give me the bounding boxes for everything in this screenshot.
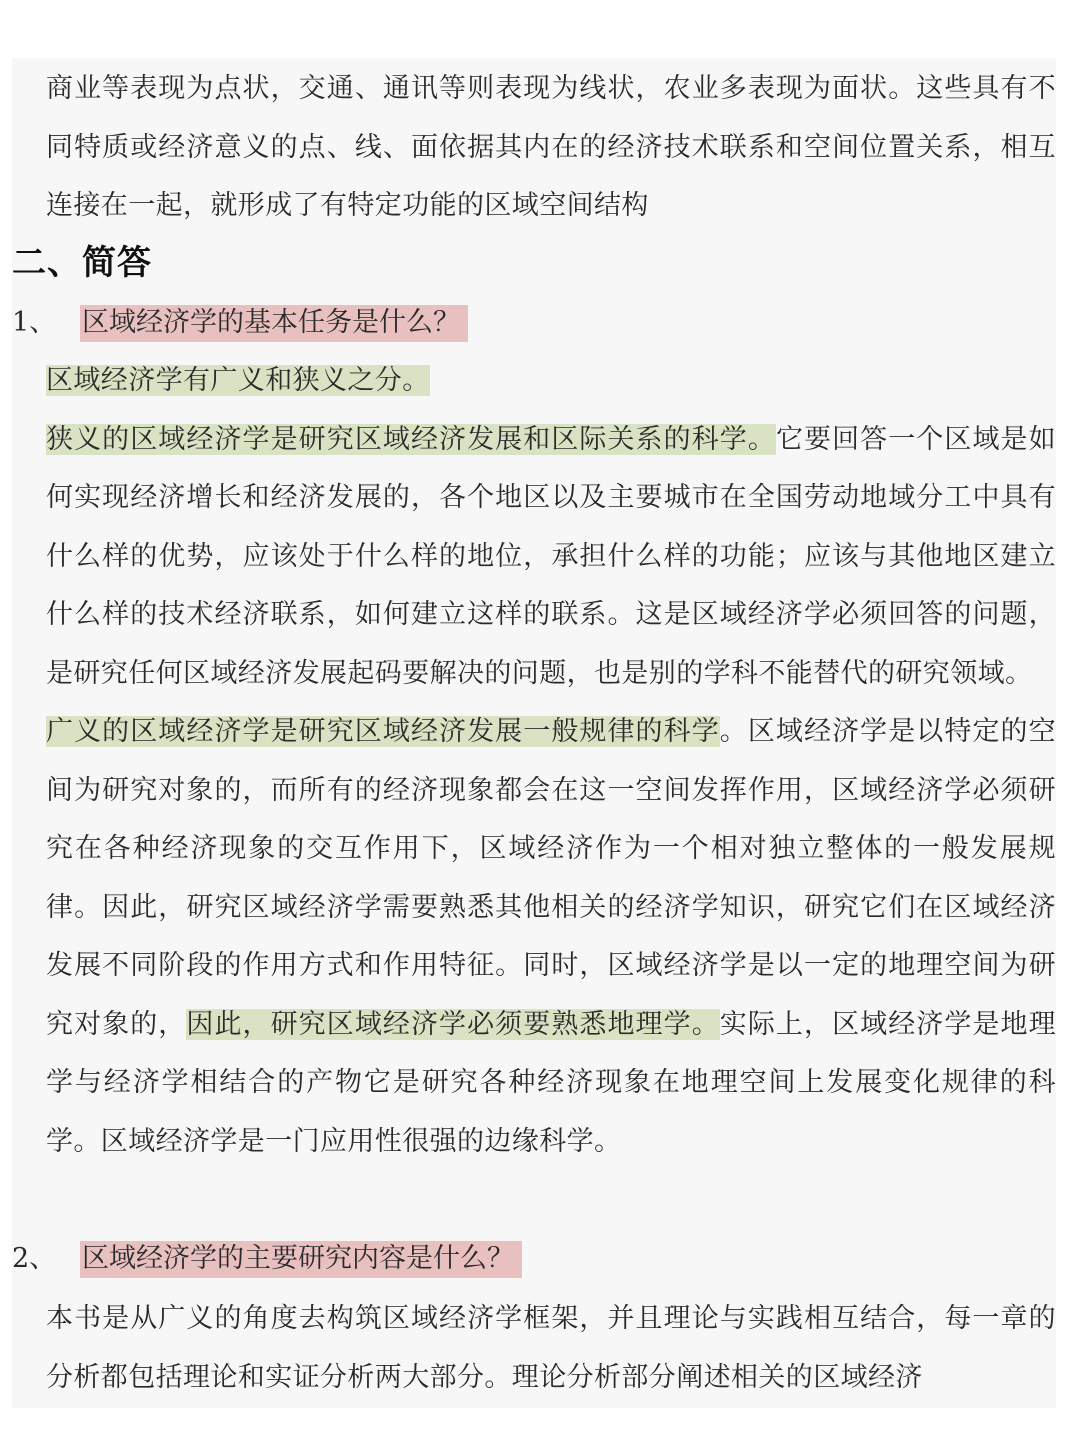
document-page (12, 58, 1056, 1408)
answer-2: 本书是从广义的角度去构筑区域经济学框架，并且理论与实践相互结合，每一章的分析都包括理论和实证分析两大部分。理论分析部分阐述相关的区域经济 (46, 1303, 1056, 1393)
broad-definition-text: 。区域经济学是以特定的空间为研究对象的，而所有的经济现象都会在这一空间发挥作用，区域经济学必须研究在各种经济现象的交互作用下，区域经济作为一个相对独立整体的一般发展规律。因此，研究区域经济学需要熟悉其他相关的经济学知识，研究它们在区域经济发展不同阶段的作用方式和作用特征。同时，区域经济学是以一定的地理空间为研究对象的， (46, 716, 1056, 1040)
geography-highlight: 因此，研究区域经济学必须要熟悉地理学。 (186, 1008, 720, 1040)
answer-1-intro (46, 352, 1056, 411)
answer-1-narrow-paragraph (46, 411, 1056, 704)
narrow-definition-highlight: 狭义的区域经济学是研究区域经济发展和区际关系的科学。 (46, 423, 776, 455)
broad-definition-highlight: 广义的区域经济学是研究区域经济发展一般规律的科学 (46, 716, 720, 747)
broad-definition-conclusion: 实际上，区域经济学是地理学与经济学相结合的产物它是研究各种经济现象在地理空间上发展变化规律的科学。区域经济学是一门应用性很强的边缘科学。 (46, 1008, 1056, 1157)
question-2 (12, 1230, 1052, 1288)
answer-1 (46, 352, 1056, 1171)
question-1 (12, 294, 1052, 352)
intro-paragraph: 商业等表现为点状，交通、通讯等则表现为线状，农业多表现为面状。这些具有不同特质或经济意义的点、线、面依据其内在的经济技术联系和空间位置关系，相互连接在一起，就形成了有特定功能的区域空间结构 (46, 73, 1056, 221)
question-2-text: 区域经济学的主要研究内容是什么？ (80, 1241, 522, 1278)
narrow-definition-text: 它要回答一个区域是如何实现经济增长和经济发展的，各个地区以及主要城市在全国劳动地域分工中具有什么样的优势，应该处于什么样的地位，承担什么样的功能；应该与其他地区建立什么样的技术经济联系，如何建立这样的联系。这是区域经济学必须回答的问题，是研究任何区域经济发展起码要解决的问题，也是别的学科不能替代的研究领域。 (46, 423, 1057, 689)
section-heading: 二、简答 (12, 243, 152, 283)
question-1-text: 区域经济学的基本任务是什么？ (80, 305, 468, 342)
question-1-number: 1、 (12, 307, 57, 338)
answer-1-broad-paragraph (46, 703, 1056, 1171)
answer-1-intro-highlight: 区域经济学有广义和狭义之分。 (46, 365, 430, 396)
question-2-number: 2、 (12, 1243, 57, 1274)
